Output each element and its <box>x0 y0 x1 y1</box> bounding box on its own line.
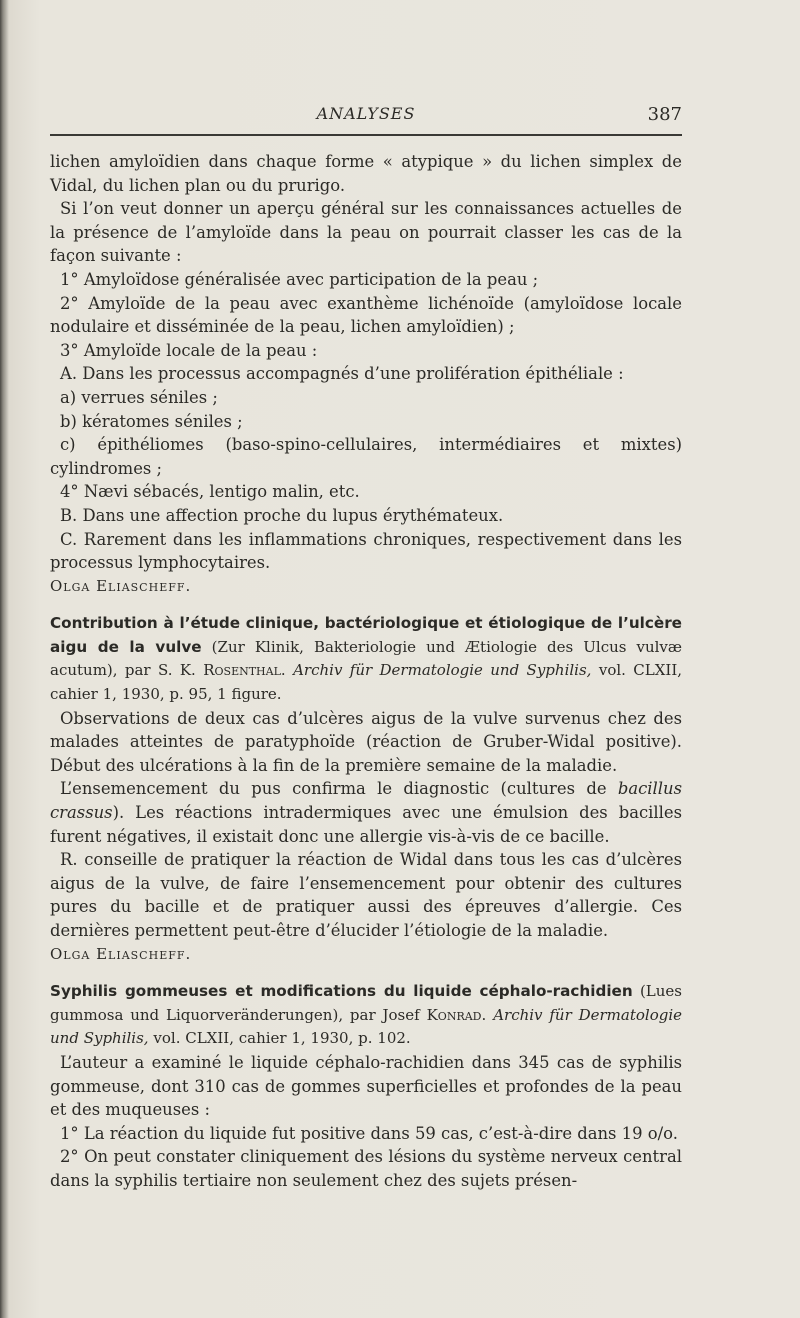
italic-term: bacillus crassus <box>50 779 682 823</box>
text-run: L’ensemencement du pus confirma le diagnostic (cultures de <box>60 779 607 799</box>
list-item: C. Rarement dans les inflammations chroniques, respectivement dans les processus lymphocytaires. <box>50 529 682 573</box>
paragraph: lichen amyloïdien dans chaque forme « atypique » du lichen simplex de Vidal, du lichen plan ou du prurigo. <box>50 152 682 195</box>
list-item: 1° Amyloïdose généralisée avec participation de la peau ; <box>60 269 539 289</box>
list-item: c) épithéliomes (baso-spino-cellulaires, intermédiaires et mixtes) cylindromes ; <box>50 435 682 478</box>
list-item: 3° Amyloïde locale de la peau : <box>60 340 318 360</box>
list-item: A. Dans les processus accompagnés d’une prolifération épithéliale : <box>60 364 624 384</box>
article-reference: (Zur Klinik, Bakteriologie und Ætiologie des Ulcus vulvæ acutum), par S. K. <box>50 637 683 680</box>
article-reference-tail: vol. CLXII, cahier 1, 1930, p. 102. <box>153 1029 411 1048</box>
article-heading <box>50 980 682 1051</box>
list-item: 2° On peut constater cliniquement des lésions du système nerveux central dans la syphilis tertiaire non seulement chez des sujets présen- <box>50 1147 682 1190</box>
list-item: B. Dans une affection proche du lupus érythémateux. <box>60 505 504 525</box>
list-item: 2° Amyloïde de la peau avec exanthème lichénoïde (amyloïdose locale nodulaire et disséminée de la peau, lichen amyloïdien) ; <box>50 293 682 337</box>
article-reference: (Lues gummosa und Liquorveränderungen), par Josef <box>50 982 683 1024</box>
signature: Olga Eliascheff. <box>50 576 192 595</box>
running-title: ANALYSES <box>316 104 416 123</box>
page-header <box>50 98 682 136</box>
signature: Olga Eliascheff. <box>50 944 192 963</box>
paragraph: L’auteur a examiné le liquide céphalo-rachidien dans 345 cas de syphilis gommeuse, dont 310 cas de gommes superficielles et profondes de la peau et des muqueuses : <box>50 1052 682 1120</box>
page-number: 387 <box>647 104 682 125</box>
body-text <box>50 150 682 1193</box>
paragraph: R. conseille de pratiquer la réaction de Widal dans tous les cas d’ulcères aigus de la vulve, de faire l’ensemencement pour obtenir des cultures pures du bacille et de pratiquer aussi des épreuves d’allergie. Ces dernières permettent peut-être d’élucider l’étiologie de la maladie. <box>50 850 682 940</box>
article-title: Syphilis gommeuses et modifications du liquide céphalo-rachidien <box>50 982 633 1001</box>
paragraph: Si l’on veut donner un aperçu général sur les connaissances actuelles de la présence de l’amyloïde dans la peau on pourrait classer les cas de la façon suivante : <box>50 199 682 266</box>
journal-name: Archiv für Dermatologie und Syphilis, <box>293 661 592 680</box>
list-item: 4° Nævi sébacés, lentigo malin, etc. <box>60 482 360 502</box>
article-reference-tail: vol. CLXII, cahier 1, 1930, p. 95, 1 figure. <box>50 661 683 704</box>
paragraph: Observations de deux cas d’ulcères aigus de la vulve survenus chez des malades atteintes de paratyphoïde (réaction de Gruber-Widal positive). Début des ulcérations à la fin de la première semaine de la maladie. <box>50 708 682 775</box>
article-author: Konrad. <box>426 1005 487 1024</box>
list-item: 1° La réaction du liquide fut positive dans 59 cas, c’est-à-dire dans 19 o/o. <box>60 1123 678 1143</box>
list-item: a) verrues séniles ; <box>60 387 218 407</box>
article-title: Contribution à l’étude clinique, bactériologique et étiologique de l’ulcère aigu de la vulve <box>50 614 682 656</box>
list-item: b) kératomes séniles ; <box>60 411 243 431</box>
text-run: ). Les réactions intradermiques avec une émulsion des bacilles furent négatives, il existait donc une allergie vis-à-vis de ce bacille. <box>50 803 682 846</box>
journal-name: Archiv für Dermatologie und Syphilis, <box>50 1005 683 1048</box>
paragraph <box>50 777 682 848</box>
article-author: Rosenthal. <box>203 661 286 680</box>
article-heading <box>50 612 682 706</box>
